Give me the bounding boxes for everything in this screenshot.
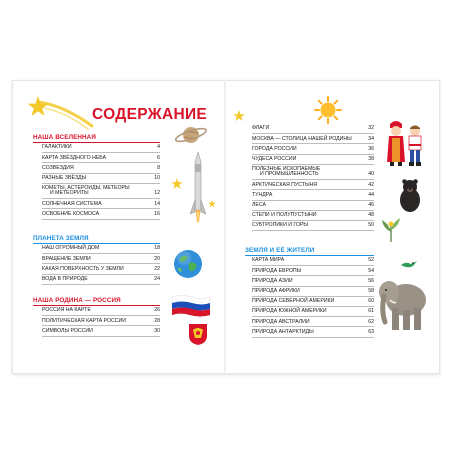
section-heading-russia: НАША РОДИНА — РОССИЯ: [33, 297, 121, 304]
toc-row-comets[interactable]: КОМЕТЫ, АСТЕРОИДЫ, МЕТЕОРЫ И МЕТЕОРИТЫ 12: [42, 184, 160, 200]
toc-row-earth-rotation[interactable]: ВРАЩЕНИЕ ЗЕМЛИ 20: [42, 254, 160, 264]
toc-row-south-america[interactable]: ПРИРОДА ЮЖНОЙ АМЕРИКИ 61: [252, 307, 374, 317]
toc-row-russia-map[interactable]: РОССИЯ НА КАРТЕ 26: [42, 306, 160, 316]
toc-row-world-map[interactable]: КАРТА МИРА 52: [252, 256, 374, 266]
earth-globe-icon: [172, 248, 204, 280]
section-heading-earth-inhabitants: ЗЕМЛЯ И ЕЁ ЖИТЕЛИ: [245, 247, 315, 254]
toc-list-earth-inhabitants: [252, 256, 374, 338]
sun-icon: [314, 96, 342, 124]
toc-row-antarctica[interactable]: ПРИРОДА АНТАРКТИДЫ 63: [252, 327, 374, 337]
shooting-star-icon: [26, 96, 98, 136]
bear-icon: [396, 178, 424, 214]
book-spine: [224, 80, 226, 372]
toc-row-north-america[interactable]: ПРИРОДА СЕВЕРНОЙ АМЕРИКИ 60: [252, 297, 374, 307]
section-heading-universe: НАША ВСЕЛЕННАЯ: [33, 134, 96, 141]
toc-row-cities[interactable]: ГОРОДА РОССИИ 36: [252, 144, 374, 154]
toc-row-wonders[interactable]: ЧУДЕСА РОССИИ 38: [252, 155, 374, 165]
elephant-icon: [376, 274, 430, 334]
toc-row-star-map[interactable]: КАРТА ЗВЁЗДНОГО НЕБА 6: [42, 153, 160, 163]
toc-row-constellations[interactable]: СОЗВЕЗДИЯ 8: [42, 163, 160, 173]
star-icon: [208, 200, 216, 208]
toc-row-water[interactable]: ВОДА В ПРИРОДЕ 24: [42, 275, 160, 285]
toc-row-symbols[interactable]: СИМВОЛЫ РОССИИ 30: [42, 326, 160, 336]
toc-row-minerals[interactable]: ПОЛЕЗНЫЕ ИСКОПАЕМЫЕ И ПРОМЫШЛЕННОСТЬ 40: [252, 165, 374, 181]
toc-row-europe[interactable]: ПРИРОДА ЕВРОПЫ 54: [252, 266, 374, 276]
toc-list-earth: [42, 244, 160, 285]
toc-row-political-map[interactable]: ПОЛИТИЧЕСКАЯ КАРТА РОССИИ 28: [42, 316, 160, 326]
star-icon: [233, 110, 245, 122]
toc-row-stars[interactable]: РАЗНЫЕ ЗВЁЗДЫ 10: [42, 174, 160, 184]
toc-row-moscow[interactable]: МОСКВА — СТОЛИЦА НАШЕЙ РОДИНЫ 34: [252, 134, 374, 144]
toc-list-universe: [42, 143, 160, 220]
toc-row-earth-surface[interactable]: КАКАЯ ПОВЕРХНОСТЬ У ЗЕМЛИ 22: [42, 264, 160, 274]
page-title: СОДЕРЖАНИЕ: [92, 106, 208, 123]
planet-saturn-icon: [174, 122, 208, 148]
star-icon: [171, 178, 183, 190]
toc-list-russia-continued: [252, 124, 374, 231]
toc-list-russia: [42, 306, 160, 337]
section-heading-earth: ПЛАНЕТА ЗЕМЛЯ: [33, 235, 89, 242]
toc-row-asia[interactable]: ПРИРОДА АЗИИ 56: [252, 276, 374, 286]
toc-row-subtropics[interactable]: СУБТРОПИКИ И ГОРЫ 50: [252, 221, 374, 231]
toc-row-steppes[interactable]: СТЕПИ И ПОЛУПУСТЫНИ 48: [252, 211, 374, 221]
toc-row-space-exploration[interactable]: ОСВОЕНИЕ КОСМОСА 16: [42, 209, 160, 219]
toc-row-solar-system[interactable]: СОЛНЕЧНАЯ СИСТЕМА 14: [42, 199, 160, 209]
rocket-icon: [186, 150, 210, 230]
plant-icon: [380, 216, 402, 242]
toc-row-arctic[interactable]: АРКТИЧЕСКАЯ ПУСТЫНЯ 42: [252, 180, 374, 190]
toc-row-tundra[interactable]: ТУНДРА 44: [252, 190, 374, 200]
toc-row-our-home[interactable]: НАШ ОГРОМНЫЙ ДОМ 18: [42, 244, 160, 254]
toc-row-australia[interactable]: ПРИРОДА АВСТРАЛИИ 62: [252, 317, 374, 327]
bird-icon: [400, 258, 418, 270]
russian-flag-icon: [170, 294, 212, 318]
folk-dolls-icon: [384, 118, 428, 168]
toc-row-galaxies[interactable]: ГАЛАКТИКИ 4: [42, 143, 160, 153]
toc-row-africa[interactable]: ПРИРОДА АФРИКИ 58: [252, 287, 374, 297]
toc-row-forests[interactable]: ЛЕСА 46: [252, 201, 374, 211]
toc-row-flags[interactable]: ФЛАГИ 32: [252, 124, 374, 134]
coat-of-arms-icon: [187, 322, 209, 346]
